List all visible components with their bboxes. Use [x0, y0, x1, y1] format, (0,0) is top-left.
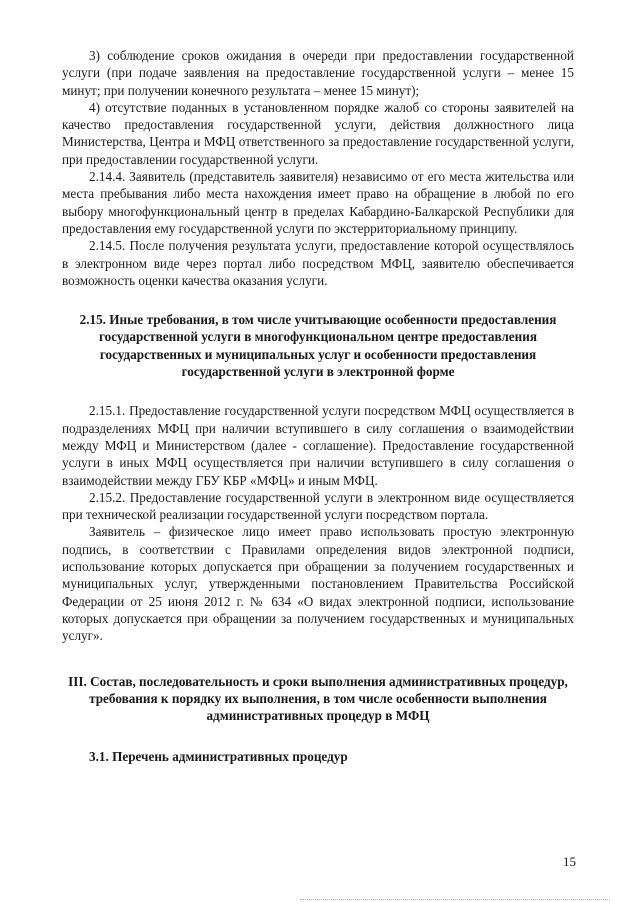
section-heading-iii: III. Состав, последовательность и сроки выполнения административных процедур, требования к порядку их выполнения, в том числе особенности выполнения административных процедур в МФЦ [68, 673, 568, 724]
paragraph-item-3: 3) соблюдение сроков ожидания в очереди при предоставлении государственной услуги (при подаче заявления на предоставление государственной услуги – менее 15 минут; при получении конечного результата – менее 15 минут); [62, 48, 574, 98]
paragraph-2-14-4: 2.14.4. Заявитель (представитель заявителя) независимо от его места жительства или места пребывания либо места нахождения имеет право на обращение в любой по его выбору многофункциональный центр в пределах Кабардино-Балкарской Республики для предоставления ему государственной услуги по экстерриториальному принципу. [62, 169, 574, 236]
paragraph-2-14-5: 2.14.5. После получения результата услуги, предоставление которой осуществлялось в электронном виде через портал либо посредством МФЦ, заявителю обеспечивается возможность оценки качества оказания услуги. [62, 238, 574, 288]
section-heading-2-15: 2.15. Иные требования, в том числе учитывающие особенности предоставления государственной услуги в многофункциональном центре предоставления государственных и муниципальных услуг и особенности предоставления государственной услуги в электронной форме [79, 312, 557, 380]
scan-artifact-divider [300, 899, 610, 900]
page-number: 15 [563, 854, 576, 869]
subsection-heading-3-1: 3.1. Перечень административных процедур [89, 749, 348, 765]
paragraph-applicant-signature: Заявитель – физическое лицо имеет право использовать простую электронную подпись, в соответствии с Правилами определения видов электронной подписи, использование которых допускается при обращении за получением государственных и муниципальных услуг, утвержденными постановлением Правительства Российской Федерации от 25 июня 2012 г. № 634 «О видах электронной подписи, использование которых допускается при обращении за получением государственных и муниципальных услуг». [62, 524, 574, 644]
paragraph-2-15-2: 2.15.2. Предоставление государственной услуги в электронном виде осуществляется при технической реализации государственной услуги посредством портала. [62, 489, 574, 523]
paragraph-2-15-1: 2.15.1. Предоставление государственной услуги посредством МФЦ осуществляется в подразделениях МФЦ при наличии вступившего в силу соглашения о взаимодействии между МФЦ и Министерством (далее - соглашение). Предоставление государственной услуги в иных МФЦ осуществляется при наличии вступившего в силу соглашения о взаимодействии между ГБУ КБР «МФЦ» и иным МФЦ. [62, 403, 574, 488]
paragraph-item-4: 4) отсутствие поданных в установленном порядке жалоб со стороны заявителей на качество предоставления государственной услуги, действия должностного лица Министерства, Центра и МФЦ ответственного за предоставление государственной услуги, при предоставлении государственной услуги. [62, 99, 574, 167]
